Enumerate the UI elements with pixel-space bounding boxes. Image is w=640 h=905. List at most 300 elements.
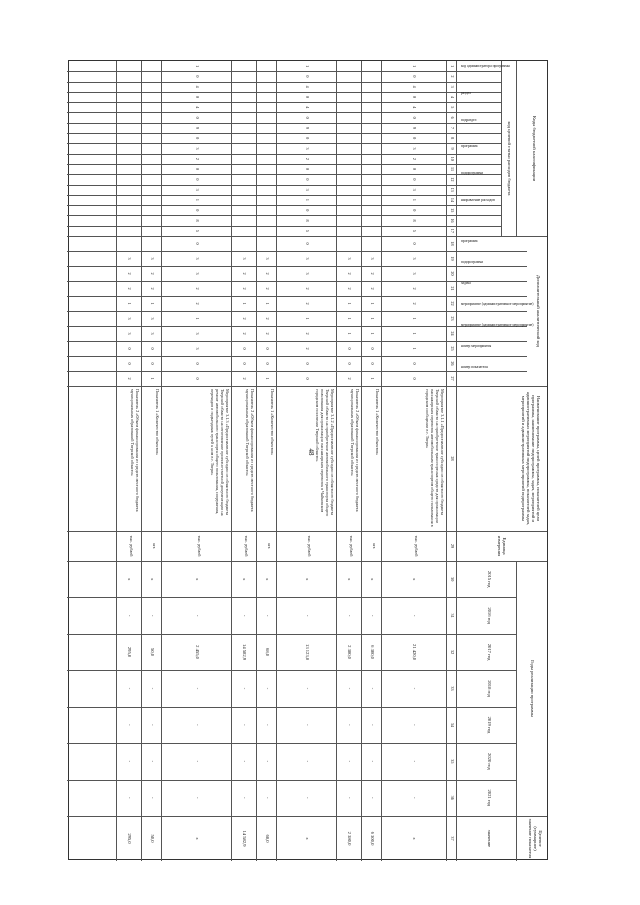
- code-digit: 3: [412, 188, 418, 191]
- grid-line: [67, 123, 502, 124]
- code-digit: 2: [127, 287, 133, 290]
- row-value: -: [265, 797, 270, 799]
- year-header: 2018 год: [487, 680, 492, 697]
- row-value: x: [412, 837, 418, 840]
- grid-line: [161, 61, 162, 861]
- row-value: x: [195, 578, 200, 581]
- grid-line: [67, 226, 502, 227]
- row-value: -: [412, 687, 418, 690]
- grid-line: [67, 356, 527, 357]
- column-number: 29: [450, 543, 455, 549]
- row-value: -: [150, 760, 155, 763]
- code-digit: 0: [412, 209, 418, 212]
- code-digit: 0: [347, 347, 353, 350]
- code-digit: 0: [150, 347, 155, 350]
- code-digit: 1: [195, 65, 200, 68]
- row-value: -: [127, 797, 133, 799]
- grid-line: [67, 251, 527, 252]
- code-digit: 3: [127, 257, 133, 260]
- code-digit: 3: [195, 257, 200, 260]
- code-digit: 2: [195, 302, 200, 305]
- row-value: 21 420,0: [412, 644, 418, 661]
- column-number: 22: [450, 301, 455, 306]
- row-name: Мероприятие 3.1.1 «Предоставление субсидии из областного бюджета Тверской области на приобретение транспортных средств для организации пассажирских перевозок автомобильным транспортом общего пользования в городском сообщении в г. Твери»: [425, 389, 445, 527]
- code-digit: 2: [347, 272, 353, 275]
- code-digit: 0: [127, 362, 133, 365]
- row-value: -: [242, 797, 248, 799]
- row-value: x: [305, 578, 310, 581]
- code-digit: 0: [305, 95, 310, 99]
- code-digit: 2: [265, 272, 270, 275]
- row-value: -: [305, 797, 310, 799]
- row-value: x: [242, 578, 248, 581]
- code-digit: 2: [242, 332, 248, 335]
- code-digit: 2: [242, 287, 248, 290]
- code-digit: 3: [305, 147, 310, 150]
- code-digit: 3: [412, 257, 418, 260]
- row-value: x: [265, 578, 270, 581]
- grid-line: [516, 561, 517, 816]
- row-value: x: [412, 578, 418, 581]
- row-unit: шт.: [267, 543, 272, 549]
- column-number: 4: [450, 95, 455, 99]
- year-header: 2017 год: [487, 643, 492, 661]
- extra-subheader: задача: [461, 281, 471, 285]
- year-header: 2016 год: [487, 607, 492, 624]
- row-value: 295,0: [127, 646, 133, 658]
- code-digit: 2: [370, 287, 375, 290]
- row-value: -: [305, 724, 310, 726]
- row-value: -: [412, 724, 418, 726]
- row-unit: тыс. рублей: [307, 535, 312, 557]
- grid-line: [67, 311, 527, 312]
- code-digit: 2: [265, 317, 270, 320]
- code-subheader: подпрограмма: [461, 171, 483, 176]
- code-digit: 3: [195, 272, 200, 275]
- code-digit: 3: [150, 257, 155, 260]
- code-digit: 2: [347, 287, 353, 290]
- row-value: -: [347, 687, 353, 690]
- row-value: x: [127, 578, 133, 581]
- grid-line: [67, 266, 527, 267]
- code-digit: 0: [412, 362, 418, 365]
- row-value: -: [150, 614, 155, 617]
- grid-line: [67, 143, 502, 144]
- code-digit: 1: [265, 302, 270, 305]
- column-number: 13: [450, 187, 455, 192]
- grid-line: [381, 61, 382, 861]
- code-digit: 1: [127, 302, 133, 305]
- row-value: 2 380,0: [347, 645, 353, 659]
- code-digit: 4: [305, 85, 310, 88]
- column-number: 34: [450, 722, 455, 727]
- code-digit: 0: [412, 116, 418, 119]
- code-digit: 0: [370, 347, 375, 350]
- code-digit: 4: [195, 85, 200, 88]
- code-digit: 1: [265, 377, 270, 380]
- grid-line: [67, 326, 527, 327]
- row-value: -: [305, 614, 310, 617]
- row-unit: тыс. рублей: [129, 535, 135, 557]
- code-digit: 3: [242, 257, 248, 260]
- row-value: 14 582,9: [242, 830, 248, 847]
- column-number: 6: [450, 116, 455, 119]
- row-value: -: [242, 614, 248, 617]
- code-digit: 2: [347, 377, 353, 380]
- row-value: x: [370, 578, 375, 581]
- row-value: -: [347, 614, 353, 617]
- code-digit: 0: [195, 137, 200, 140]
- column-number: 18: [450, 241, 455, 246]
- grid-line: [256, 61, 257, 861]
- row-name: Мероприятие 3.1.2 «Предоставление субсидии из областного бюджета Тверской области на приобретение автомобильного транспорта общего пользования для организации пассажирских перевозок в Чайковском городском поселении Тверской области»: [315, 389, 335, 517]
- unit-column-header: Единица измерения: [497, 535, 507, 557]
- column-number: 35: [450, 759, 455, 764]
- row-name: Мероприятие 3.1.3 «Предоставление субсидии из областного бюджета Тверской области на изготовление проектно-сметной документации на ремонт автомобильного транспорта общего пользования, сооружения, переходов и подъездных путей к ним в г. Твери»: [210, 389, 230, 516]
- row-name: Показатель 2 «Объем финансирования из средств местного бюджета муниципальных образований Тверской области»: [350, 389, 360, 512]
- grid-line: [67, 112, 502, 113]
- row-value: 13 123,8: [305, 644, 310, 661]
- row-value: 6 300,0: [370, 831, 375, 846]
- extra-subheader: номер показателя: [461, 365, 488, 369]
- grid-line: [516, 816, 517, 861]
- code-digit: 1: [305, 198, 310, 201]
- grid-line: [67, 371, 527, 372]
- grid-line: [67, 296, 527, 297]
- code-digit: 3: [195, 147, 200, 150]
- grid-line: [67, 154, 502, 155]
- code-digit: 1: [347, 332, 353, 335]
- grid-line: [141, 61, 142, 861]
- code-digit: 4: [412, 106, 418, 109]
- code-digit: 1: [412, 198, 418, 201]
- code-digit: 2: [242, 377, 248, 380]
- grid-line: [67, 341, 527, 342]
- code-digit: 5: [305, 229, 310, 232]
- year-header: 2015 год: [487, 570, 492, 588]
- grid-line: [336, 61, 337, 861]
- column-number: 12: [450, 177, 455, 182]
- code-digit: 2: [195, 157, 200, 160]
- year-header: 2021 год: [487, 789, 492, 807]
- code-digit: 0: [370, 362, 375, 365]
- code-digit: 2: [127, 272, 133, 275]
- code-digit: 0: [195, 377, 200, 380]
- code-digit: 1: [150, 302, 155, 305]
- row-value: -: [370, 797, 375, 799]
- code-digit: 3: [412, 147, 418, 150]
- column-number: 23: [450, 316, 455, 321]
- grid-line: [231, 61, 232, 861]
- column-number: 2: [450, 75, 455, 78]
- extra-subheader: мероприятие (административное мероприятие): [461, 302, 534, 306]
- column-number: 19: [450, 256, 455, 261]
- column-number: 37: [450, 836, 455, 841]
- code-digit: 1: [412, 347, 418, 350]
- code-digit: 1: [195, 317, 200, 320]
- year-header: 2019 год: [487, 716, 492, 734]
- row-value: -: [127, 687, 133, 690]
- code-digit: 1: [412, 65, 418, 68]
- row-name: Показатель 2 «Объем финансирования из средств местного бюджета муниципальных образований Тверской области»: [130, 389, 140, 512]
- row-value: -: [195, 797, 200, 799]
- row-value: -: [242, 760, 248, 763]
- code-digit: 9: [195, 126, 200, 129]
- code-digit: 0: [127, 347, 133, 350]
- code-digit: 1: [242, 302, 248, 305]
- code-digit: 2: [305, 347, 310, 350]
- row-value: 50,0: [150, 648, 155, 657]
- code-digit: 3: [127, 317, 133, 320]
- code-digit: 0: [412, 95, 418, 99]
- column-number: 9: [450, 147, 455, 150]
- row-value: -: [195, 724, 200, 726]
- row-value: -: [305, 687, 310, 690]
- code-digit: 2: [127, 377, 133, 380]
- row-value: -: [150, 724, 155, 726]
- code-digit: 0: [195, 95, 200, 99]
- extra-subheader: номер мероприятия: [461, 344, 492, 348]
- code-digit: 0: [412, 178, 418, 181]
- row-unit: тыс. рублей: [414, 535, 420, 557]
- code-digit: 2: [412, 287, 418, 290]
- code-digit: 9: [412, 126, 418, 129]
- code-digit: 0: [265, 347, 270, 350]
- row-unit: тыс. рублей: [349, 535, 355, 557]
- column-number: 24: [450, 331, 455, 336]
- row-value: -: [265, 760, 270, 763]
- code-digit: 0: [242, 347, 248, 350]
- row-name: Показатель 1 «Количество объектов»: [155, 389, 160, 456]
- code-digit: 0: [412, 377, 418, 380]
- code-digit: 4: [195, 106, 200, 109]
- code-digit: 0: [195, 168, 200, 171]
- row-value: x: [305, 837, 310, 840]
- code-digit: 1: [305, 65, 310, 68]
- row-value: -: [370, 724, 375, 726]
- grid-line: [67, 185, 502, 186]
- code-digit: 1: [347, 302, 353, 305]
- code-digit: 0: [265, 362, 270, 365]
- code-digit: 1: [370, 302, 375, 305]
- row-value: -: [195, 760, 200, 763]
- code-digit: 4: [305, 106, 310, 109]
- row-value: -: [412, 760, 418, 763]
- code-digit: 2: [265, 332, 270, 335]
- column-number: 32: [450, 649, 455, 655]
- code-digit: 3: [305, 257, 310, 260]
- column-number: 25: [450, 346, 455, 351]
- code-digit: 0: [195, 209, 200, 212]
- column-number: 10: [450, 156, 455, 161]
- code-digit: 0: [305, 168, 310, 171]
- code-digit: 9: [305, 126, 310, 129]
- grid-line: [67, 164, 502, 165]
- grid-line: [361, 61, 362, 861]
- code-digit: 5: [412, 229, 418, 232]
- grid-line: [67, 174, 502, 175]
- code-digit: 0: [305, 377, 310, 380]
- code-digit: 0: [195, 116, 200, 119]
- grid-line: [67, 82, 502, 83]
- code-digit: 1: [195, 198, 200, 201]
- column-number: 31: [450, 613, 455, 618]
- row-value: 68,0: [265, 648, 270, 657]
- final-value-header: значение: [487, 829, 492, 848]
- row-name: Показатель 1 «Количество объектов»: [375, 389, 380, 456]
- code-digit: 0: [305, 137, 310, 140]
- row-value: 6 300,0: [370, 645, 375, 659]
- code-digit: 0: [195, 75, 200, 78]
- code-subheader: подраздел: [461, 117, 477, 122]
- row-value: x: [150, 578, 155, 581]
- row-value: -: [150, 687, 155, 690]
- code-digit: 3: [150, 317, 155, 320]
- year-header: 2020 год: [487, 753, 492, 770]
- code-digit: 5: [195, 229, 200, 232]
- code-digit: 0: [412, 168, 418, 171]
- code-subheader: код администратора программы: [461, 64, 510, 68]
- grid-line: [67, 195, 502, 196]
- code-subheader: направление расходов: [461, 197, 495, 202]
- final-group-header: Целевое (суммарное) значение показателя: [528, 818, 543, 859]
- row-value: -: [195, 614, 200, 617]
- row-value: -: [412, 614, 418, 617]
- code-digit: 2: [242, 317, 248, 320]
- code-digit: 2: [305, 302, 310, 305]
- column-number: 27: [450, 376, 455, 381]
- row-value: -: [412, 797, 418, 799]
- column-number: 26: [450, 361, 455, 366]
- row-value: -: [265, 687, 270, 690]
- code-digit: 2: [305, 157, 310, 160]
- row-value: -: [127, 614, 133, 617]
- code-digit: 1: [412, 332, 418, 335]
- row-unit: тыс. рублей: [244, 535, 250, 557]
- code-digit: 0: [305, 209, 310, 212]
- code-digit: 8: [305, 219, 310, 222]
- code-digit: 3: [195, 188, 200, 191]
- code-digit: 1: [412, 317, 418, 320]
- code-digit: 4: [412, 85, 418, 88]
- column-number: 15: [450, 208, 455, 213]
- row-unit: тыс. рублей: [197, 535, 202, 557]
- years-group-header: Годы реализации программы: [530, 660, 535, 717]
- grid-line: [67, 531, 547, 532]
- row-value: -: [347, 797, 353, 799]
- code-digit: 3: [265, 257, 270, 260]
- column-number: 17: [450, 228, 455, 233]
- row-value: 295,0: [127, 833, 133, 844]
- row-value: -: [242, 687, 248, 690]
- code-digit: 0: [305, 116, 310, 119]
- column-number: 30: [450, 577, 455, 582]
- row-unit: шт.: [152, 543, 157, 549]
- extra-subheader: подпрограмма: [461, 260, 483, 264]
- extra-subheader: программа: [461, 239, 478, 243]
- name-column-header: Наименование программы, целей программы, показателей цели программы, наименование подпрограммы, задач, мероприятий и административных мероприятий подпрограммы, показателей задач, мероприятий и административных мероприятий подпрограммы: [521, 391, 541, 526]
- code-digit: 1: [370, 332, 375, 335]
- row-value: 2 455,0: [195, 645, 200, 659]
- code-digit: 2: [242, 272, 248, 275]
- code-digit: 0: [150, 362, 155, 365]
- grid-line: [456, 61, 457, 861]
- code-digit: 3: [305, 272, 310, 275]
- row-value: -: [127, 760, 133, 763]
- code-digit: 3: [412, 272, 418, 275]
- code-subheader: программа: [461, 144, 478, 149]
- code-digit: 0: [412, 137, 418, 140]
- row-value: x: [347, 578, 353, 581]
- code-digit: 1: [150, 377, 155, 380]
- code-digit: 0: [305, 75, 310, 78]
- code-digit: 8: [195, 219, 200, 222]
- code-digit: 2: [150, 287, 155, 290]
- row-value: -: [347, 724, 353, 726]
- row-value: 2 380,0: [347, 831, 353, 846]
- code-digit: 3: [195, 347, 200, 350]
- column-number: 1: [450, 65, 455, 68]
- code-digit: 0: [195, 178, 200, 181]
- code-digit: 2: [412, 302, 418, 305]
- row-value: 50,0: [150, 834, 155, 843]
- code-subheader: раздел: [461, 90, 471, 95]
- code-digit: 3: [305, 188, 310, 191]
- grid-line: [67, 92, 502, 93]
- row-name: Показатель 2 «Объем финансирования из средств местного бюджета муниципальных образований Тверской области»: [245, 389, 255, 512]
- code-digit: 3: [347, 257, 353, 260]
- code-digit: 2: [305, 287, 310, 290]
- code-digit: 8: [412, 219, 418, 222]
- row-unit: шт.: [372, 543, 377, 549]
- grid-line: [67, 102, 502, 103]
- row-value: -: [305, 760, 310, 763]
- code-digit: 0: [195, 242, 200, 245]
- row-value: 14 582,9: [242, 644, 248, 661]
- row-value: -: [265, 724, 270, 726]
- row-value: -: [242, 724, 248, 726]
- code-digit: 1: [305, 317, 310, 320]
- code-digit: 2: [305, 332, 310, 335]
- code-digit: 2: [265, 287, 270, 290]
- column-number: 14: [450, 197, 455, 203]
- grid-line: [116, 61, 117, 861]
- grid-line: [67, 215, 502, 216]
- code-digit: 0: [242, 362, 248, 365]
- column-number: 8: [450, 137, 455, 140]
- codes-group-header: Коды бюджетной классификации: [532, 115, 537, 182]
- column-number: 5: [450, 106, 455, 109]
- code-digit: 0: [305, 362, 310, 365]
- row-value: -: [347, 760, 353, 763]
- row-value: x: [195, 837, 200, 840]
- code-digit: 1: [347, 317, 353, 320]
- code-digit: 2: [370, 272, 375, 275]
- grid-line: [67, 205, 502, 206]
- column-number: 28: [450, 456, 455, 461]
- code-digit: 0: [195, 362, 200, 365]
- row-value: -: [370, 760, 375, 763]
- column-number: 33: [450, 686, 455, 691]
- code-digit: 2: [195, 287, 200, 290]
- column-number: 3: [450, 85, 455, 88]
- row-value: -: [265, 614, 270, 617]
- code-digit: 0: [305, 178, 310, 181]
- column-number: 16: [450, 218, 455, 223]
- grid-line: [446, 61, 447, 861]
- row-name: Показатель 1 «Количество объектов»: [270, 389, 275, 456]
- codes-budget-subheader: код целевой статьи расходов бюджета: [507, 121, 512, 196]
